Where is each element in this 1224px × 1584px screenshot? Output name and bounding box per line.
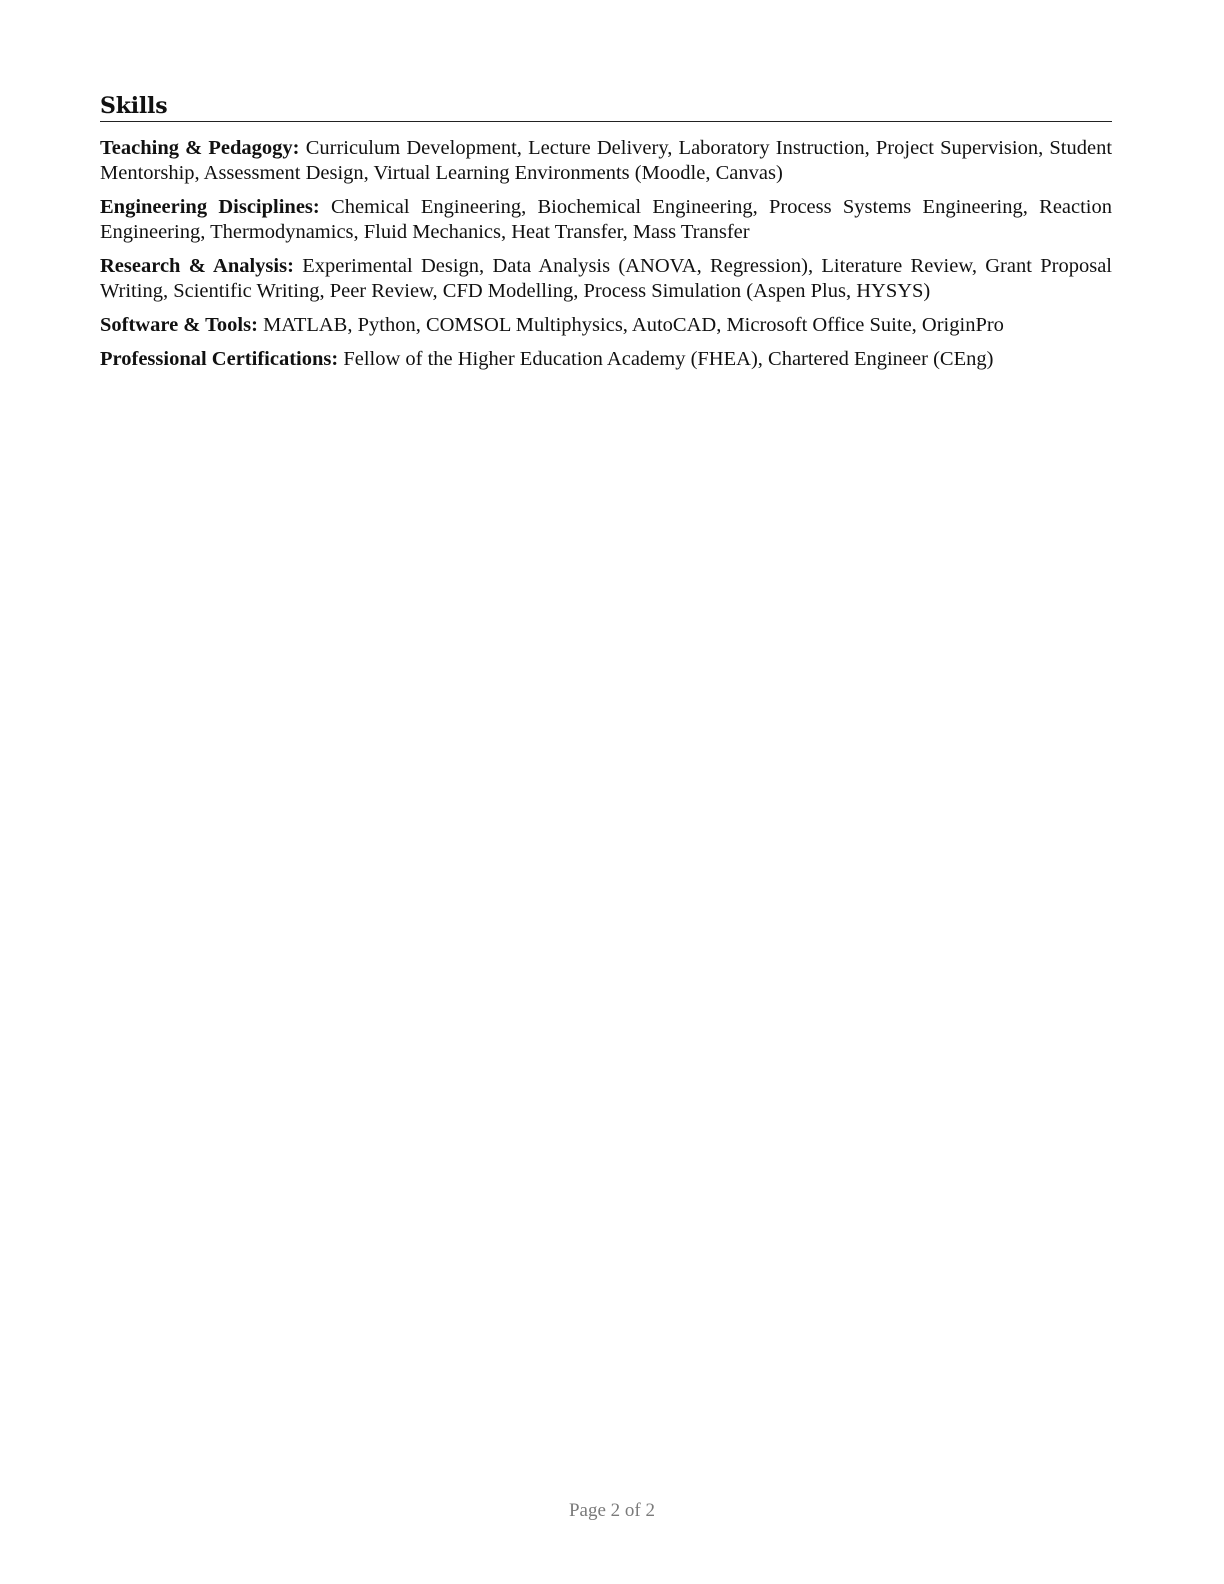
skill-value: Curriculum Development, Lecture Delivery, Laboratory Instruction, Project Supervision, Student Mentorship, Assessment Design, Virtual Learning Environments (Moodle, Canvas) bbox=[100, 137, 1113, 184]
skill-label: Engineering Disciplines: bbox=[100, 196, 320, 218]
skill-value: MATLAB, Python, COMSOL Multiphysics, AutoCAD, Microsoft Office Suite, OriginPro bbox=[263, 314, 1004, 336]
skill-value: Chemical Engineering, Biochemical Engineering, Process Systems Engineering, Reaction Engineering, Thermodynamics, Fluid Mechanics, Heat Transfer, Mass Transfer bbox=[100, 196, 1113, 243]
skill-row-research bbox=[100, 254, 1112, 304]
skill-value: Experimental Design, Data Analysis (ANOVA, Regression), Literature Review, Grant Proposal Writing, Scientific Writing, Peer Review, CFD Modelling, Process Simulation (Aspen Plus, HYSYS) bbox=[100, 255, 1112, 302]
skill-value: Fellow of the Higher Education Academy (FHEA), Chartered Engineer (CEng) bbox=[343, 348, 994, 370]
skill-row-software bbox=[100, 313, 1112, 338]
skill-label: Teaching & Pedagogy: bbox=[100, 137, 300, 159]
skill-label: Professional Certifications: bbox=[100, 348, 339, 370]
skill-row-teaching bbox=[100, 136, 1112, 186]
skills-list bbox=[100, 136, 1112, 372]
page-number-footer: Page 2 of 2 bbox=[568, 1500, 655, 1521]
skill-label: Research & Analysis: bbox=[100, 255, 294, 277]
resume-page bbox=[100, 92, 1112, 381]
skill-row-certifications bbox=[100, 347, 1112, 372]
skill-row-engineering bbox=[100, 195, 1112, 245]
skill-label: Software & Tools: bbox=[100, 314, 258, 336]
section-title-skills: Skills bbox=[100, 92, 1112, 122]
